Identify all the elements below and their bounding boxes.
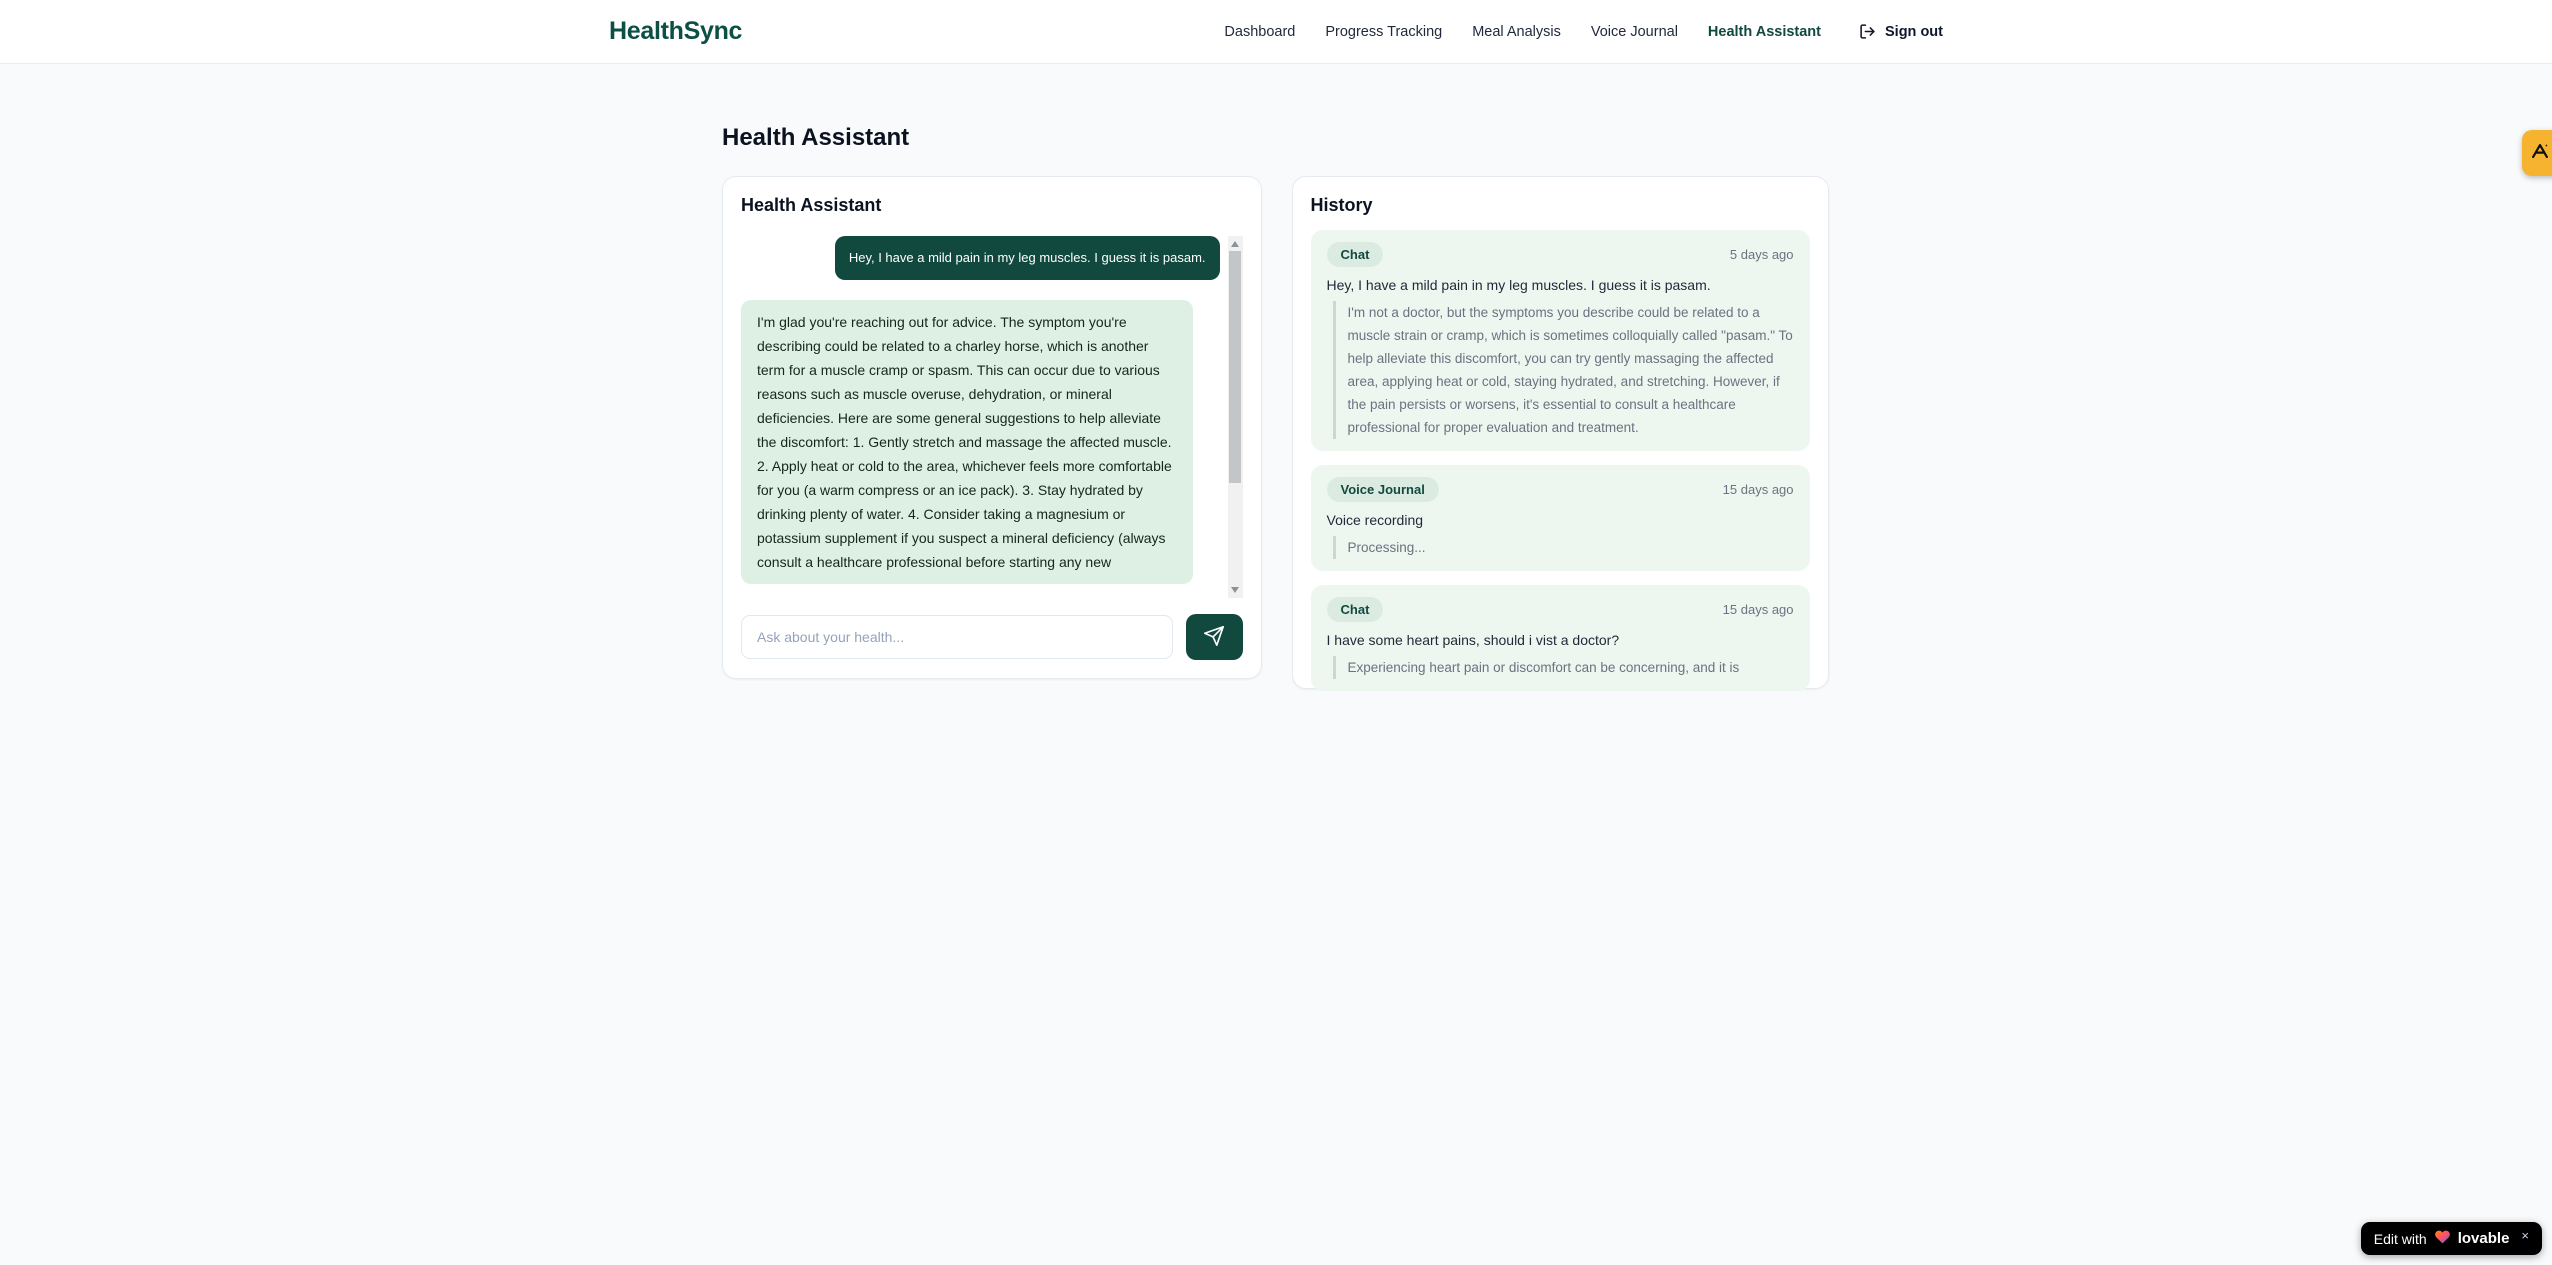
history-entry <box>1311 585 1810 691</box>
chat-panel-title: Health Assistant <box>741 195 882 215</box>
entry-timestamp: 5 days ago <box>1729 247 1794 262</box>
nav-meal-analysis[interactable]: Meal Analysis <box>1472 23 1561 40</box>
history-clip <box>1292 176 1830 713</box>
chat-scrollbar[interactable] <box>1228 236 1243 598</box>
chat-scrollbar-thumb[interactable] <box>1229 251 1241 483</box>
scroll-up-arrow-icon[interactable] <box>1231 241 1239 247</box>
page-title: Health Assistant <box>722 124 910 151</box>
entry-type-badge: Chat <box>1327 242 1384 267</box>
entry-response-quote: I'm not a doctor, but the symptoms you describe could be related to a muscle strain or cramp, which is sometimes colloquially called "pasam." To help alleviate this discomfort, you can try gently massaging the affected area, applying heat or cold, staying hydrated, and stretching. However, if the pain persists or worsens, it's essential to consult a healthcare professional for proper evaluation and treatment. <box>1333 301 1794 439</box>
edit-badge-prefix: Edit with <box>2373 1230 2427 1247</box>
paper-plane-icon <box>1203 625 1225 650</box>
history-panel-title: History <box>1310 195 1373 215</box>
log-out-icon <box>1859 23 1876 40</box>
main-nav <box>1224 23 1943 40</box>
app-header <box>0 0 2552 64</box>
sign-out-label: Sign out <box>1885 23 1943 40</box>
entry-response-quote: Experiencing heart pain or discomfort can be concerning, and it is <box>1333 656 1794 679</box>
history-entry <box>1311 465 1810 571</box>
nav-progress-tracking[interactable]: Progress Tracking <box>1325 23 1443 40</box>
scroll-down-arrow-icon[interactable] <box>1231 587 1239 593</box>
chat-input-row <box>741 614 1243 660</box>
chat-message-list <box>741 230 1243 602</box>
chat-message-assistant: I'm glad you're reaching out for advice. The symptom you're describing could be related to a charley horse, which is another term for a muscle cramp or spasm. This can occur due to various reasons such as muscle overuse, dehydration, or mineral deficiencies. Here are some general suggestions to help alleviate the discomfort: 1. Gently stretch and massage the affected muscle. 2. Apply heat or cold to the area, whichever feels more comfortable for you (a warm compress or an ice pack). 3. Stay hydrated by drinking plenty of water. 4. Consider taking a magnesium or potassium supplement if you suspect a mineral deficiency (always consult a healthcare professional before starting any new <box>741 300 1193 584</box>
chat-message-user: Hey, I have a mild pain in my leg muscles. I guess it is pasam. <box>835 236 1220 280</box>
chat-panel <box>722 176 1262 679</box>
entry-timestamp: 15 days ago <box>1722 602 1794 617</box>
nav-health-assistant[interactable]: Health Assistant <box>1707 23 1821 40</box>
gradient-heart-icon <box>2434 1229 2451 1248</box>
entry-message: I have some heart pains, should i vist a doctor? <box>1326 632 1620 648</box>
entry-type-badge: Chat <box>1327 597 1384 622</box>
send-button[interactable] <box>1186 614 1243 660</box>
side-accent-button[interactable] <box>2522 130 2552 176</box>
lovable-brand-label: lovable <box>2457 1230 2510 1247</box>
entry-message: Voice recording <box>1326 512 1424 528</box>
select-a-logo-icon <box>2529 140 2551 167</box>
history-entry <box>1311 230 1810 451</box>
edit-with-lovable-badge[interactable] <box>2361 1222 2542 1255</box>
entry-response-quote: Processing... <box>1333 536 1794 559</box>
nav-dashboard[interactable]: Dashboard <box>1224 23 1296 40</box>
entry-type-badge: Voice Journal <box>1327 477 1439 502</box>
sign-out-button[interactable] <box>1859 23 1943 40</box>
chat-input[interactable] <box>741 615 1173 659</box>
close-icon[interactable]: × <box>2521 1228 2529 1243</box>
entry-timestamp: 15 days ago <box>1722 482 1794 497</box>
entry-message: Hey, I have a mild pain in my leg muscles. I guess it is pasam. <box>1326 277 1711 293</box>
brand-logo[interactable]: HealthSync <box>609 17 743 45</box>
main-content <box>722 64 1830 713</box>
nav-voice-journal[interactable]: Voice Journal <box>1590 23 1678 40</box>
history-panel <box>1292 176 1829 689</box>
